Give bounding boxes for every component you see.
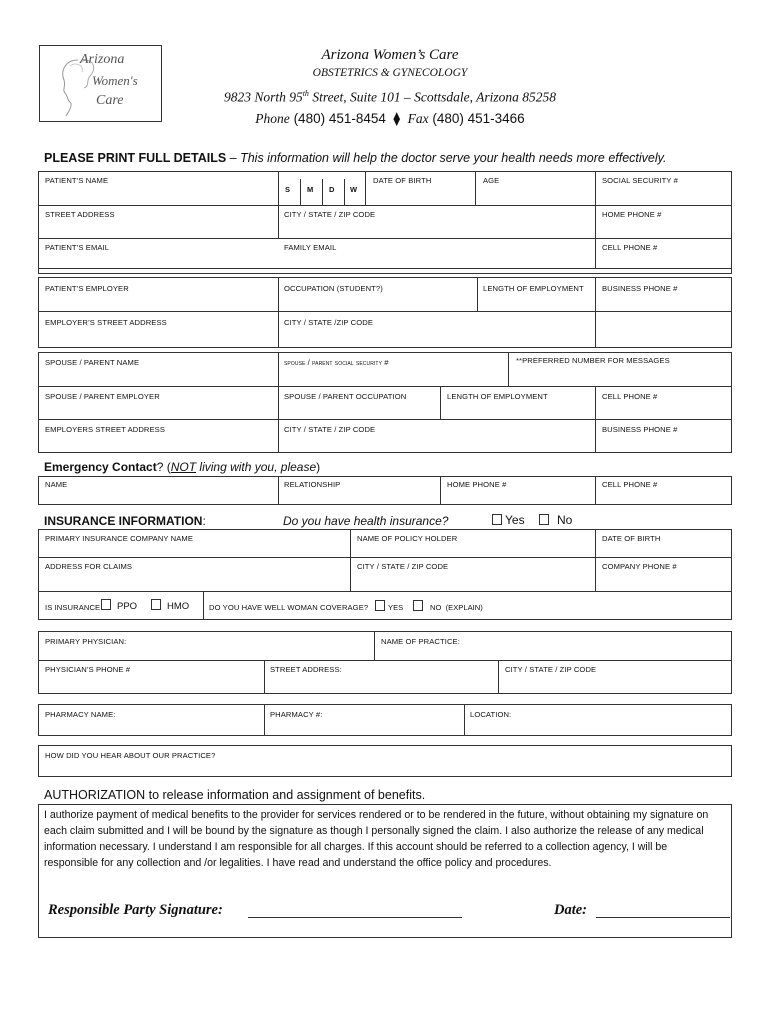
practice-name-field[interactable]: NAME OF PRACTICE: <box>381 637 460 646</box>
emergency-relationship-field[interactable]: RELATIONSHIP <box>284 480 341 489</box>
hmo-option[interactable]: HMO <box>151 599 189 612</box>
policy-holder-field[interactable]: NAME OF POLICY HOLDER <box>357 534 458 543</box>
logo-line-2: Women's <box>92 73 138 88</box>
insurance-no-checkbox[interactable] <box>539 514 549 525</box>
insurance-no-option[interactable]: No <box>539 513 572 527</box>
referral-source-field[interactable]: HOW DID YOU HEAR ABOUT OUR PRACTICE? <box>45 751 216 760</box>
practice-logo <box>39 45 162 122</box>
emergency-name-field[interactable]: NAME <box>45 480 68 489</box>
referral-section <box>38 745 732 777</box>
claims-address-field[interactable]: ADDRESS FOR CLAIMS <box>45 562 133 571</box>
practice-address: 9823 North 95th Street, Suite 101 – Scottsdale, Arizona 85258 <box>223 89 557 105</box>
holder-dob-field[interactable]: DATE OF BIRTH <box>602 534 661 543</box>
spouse-occupation-field[interactable]: SPOUSE / PARENT OCCUPATION <box>284 392 407 401</box>
patient-city-field[interactable]: CITY / STATE / ZIP CODE <box>284 210 376 219</box>
ppo-checkbox[interactable] <box>101 599 111 610</box>
hmo-checkbox[interactable] <box>151 599 161 610</box>
physician-city-field[interactable]: CITY / STATE / ZIP CODE <box>505 665 597 674</box>
pharmacy-location-field[interactable]: LOCATION: <box>470 710 512 719</box>
family-email-field[interactable]: FAMILY EMAIL <box>284 243 337 252</box>
employment-length-field[interactable]: LENGTH OF EMPLOYMENT <box>483 284 584 293</box>
pharmacy-number-field[interactable]: PHARMACY #: <box>270 710 323 719</box>
patient-employer-field[interactable]: PATIENT’S EMPLOYER <box>45 284 129 293</box>
marital-m[interactable]: M <box>307 185 314 194</box>
company-phone-field[interactable]: COMPANY PHONE # <box>602 562 677 571</box>
logo-line-1: Arizona <box>80 52 125 67</box>
physician-phone-field[interactable]: PHYSICIAN’S PHONE # <box>45 665 131 674</box>
authorization-heading: AUTHORIZATION to release information and assignment of benefits. <box>44 788 426 802</box>
spouse-section <box>38 352 732 453</box>
insurance-yes-option[interactable]: Yes <box>492 513 525 527</box>
signature-label: Responsible Party Signature: <box>48 902 223 918</box>
insurance-question: Do you have health insurance? <box>283 514 449 528</box>
well-woman-no-option[interactable]: NO (EXPLAIN) <box>413 600 483 612</box>
pharmacy-section <box>38 704 732 736</box>
date-label: Date: <box>554 902 588 918</box>
well-woman-yes-option[interactable]: YES <box>375 600 403 612</box>
patient-home-phone-field[interactable]: HOME PHONE # <box>602 210 662 219</box>
patient-dob-field[interactable]: DATE OF BIRTH <box>373 176 432 185</box>
spouse-business-phone-field[interactable]: BUSINESS PHONE # <box>602 425 678 434</box>
physician-street-field[interactable]: STREET ADDRESS: <box>270 665 342 674</box>
ppo-option[interactable]: PPO <box>101 599 137 612</box>
patient-email-field[interactable]: PATIENT’S EMAIL <box>45 243 110 252</box>
spouse-cell-phone-field[interactable]: CELL PHONE # <box>602 392 658 401</box>
patient-street-field[interactable]: STREET ADDRESS <box>45 210 115 219</box>
authorization-text: I authorize payment of medical benefits to the provider for services rendered or to be rendered in the future, without obtaining my signature on each claim submitted and I will be bound by the signature as though I personally signed the claim. I also authorize the release of any medical information necessary. I understand I am responsible for all charges. If this account should be referred to a collection agency, I will be responsible for any collection and /or legalities. I have read and understand the office policy and procedures. <box>44 809 709 869</box>
primary-physician-field[interactable]: PRIMARY PHYSICIAN: <box>45 637 127 646</box>
intro-instruction: PLEASE PRINT FULL DETAILS – This information will help the doctor serve your health needs more effectively. <box>44 151 667 165</box>
business-phone-field[interactable]: BUSINESS PHONE # <box>602 284 678 293</box>
preferred-number-note: **PREFERRED NUMBER FOR MESSAGES <box>516 356 670 365</box>
patient-name-field[interactable]: PATIENT’S NAME <box>45 176 109 185</box>
marital-s[interactable]: S <box>285 185 291 194</box>
date-line[interactable] <box>596 917 730 918</box>
practice-phone-fax: Phone (480) 451-8454 ⧫ Fax (480) 451-3466 <box>255 111 525 126</box>
practice-name: Arizona Women’s Care <box>321 47 459 63</box>
well-woman-label: DO YOU HAVE WELL WOMAN COVERAGE? <box>209 603 369 612</box>
spouse-ssn-field[interactable]: spouse / parent social security # <box>284 358 389 367</box>
employer-city-field[interactable]: CITY / STATE /ZIP CODE <box>284 318 373 327</box>
spouse-name-field[interactable]: SPOUSE / PARENT NAME <box>45 358 140 367</box>
well-woman-no-checkbox[interactable] <box>413 600 423 611</box>
insurance-yes-checkbox[interactable] <box>492 514 502 525</box>
patient-age-field[interactable]: AGE <box>483 176 500 185</box>
pharmacy-name-field[interactable]: PHARMACY NAME: <box>45 710 116 719</box>
well-woman-yes-checkbox[interactable] <box>375 600 385 611</box>
spouse-employment-length-field[interactable]: LENGTH OF EMPLOYMENT <box>447 392 548 401</box>
patient-cell-phone-field[interactable]: CELL PHONE # <box>602 243 658 252</box>
spouse-city-field[interactable]: CITY / STATE / ZIP CODE <box>284 425 376 434</box>
practice-specialty: OBSTETRICS & GYNECOLOGY <box>312 67 468 79</box>
patient-ssn-field[interactable]: SOCIAL SECURITY # <box>602 176 678 185</box>
insurance-company-field[interactable]: PRIMARY INSURANCE COMPANY NAME <box>45 534 194 543</box>
employer-street-field[interactable]: EMPLOYER’S STREET ADDRESS <box>45 318 167 327</box>
signature-line[interactable] <box>248 917 462 918</box>
spouse-employer-field[interactable]: SPOUSE / PARENT EMPLOYER <box>45 392 160 401</box>
emergency-cell-phone-field[interactable]: CELL PHONE # <box>602 480 658 489</box>
spouse-employer-street-field[interactable]: EMPLOYERS STREET ADDRESS <box>45 425 165 434</box>
emergency-home-phone-field[interactable]: HOME PHONE # <box>447 480 507 489</box>
occupation-field[interactable]: OCCUPATION (STUDENT?) <box>284 284 383 293</box>
logo-line-3: Care <box>96 93 124 108</box>
marital-w[interactable]: W <box>350 185 358 194</box>
patient-section <box>38 171 732 274</box>
claims-city-field[interactable]: CITY / STATE / ZIP CODE <box>357 562 449 571</box>
insurance-heading: INSURANCE INFORMATION: <box>44 514 206 528</box>
insurance-type-label: IS INSURANCE <box>45 603 101 612</box>
emergency-contact-heading: Emergency Contact? (NOT living with you, please) <box>44 460 321 474</box>
marital-d[interactable]: D <box>329 185 335 194</box>
